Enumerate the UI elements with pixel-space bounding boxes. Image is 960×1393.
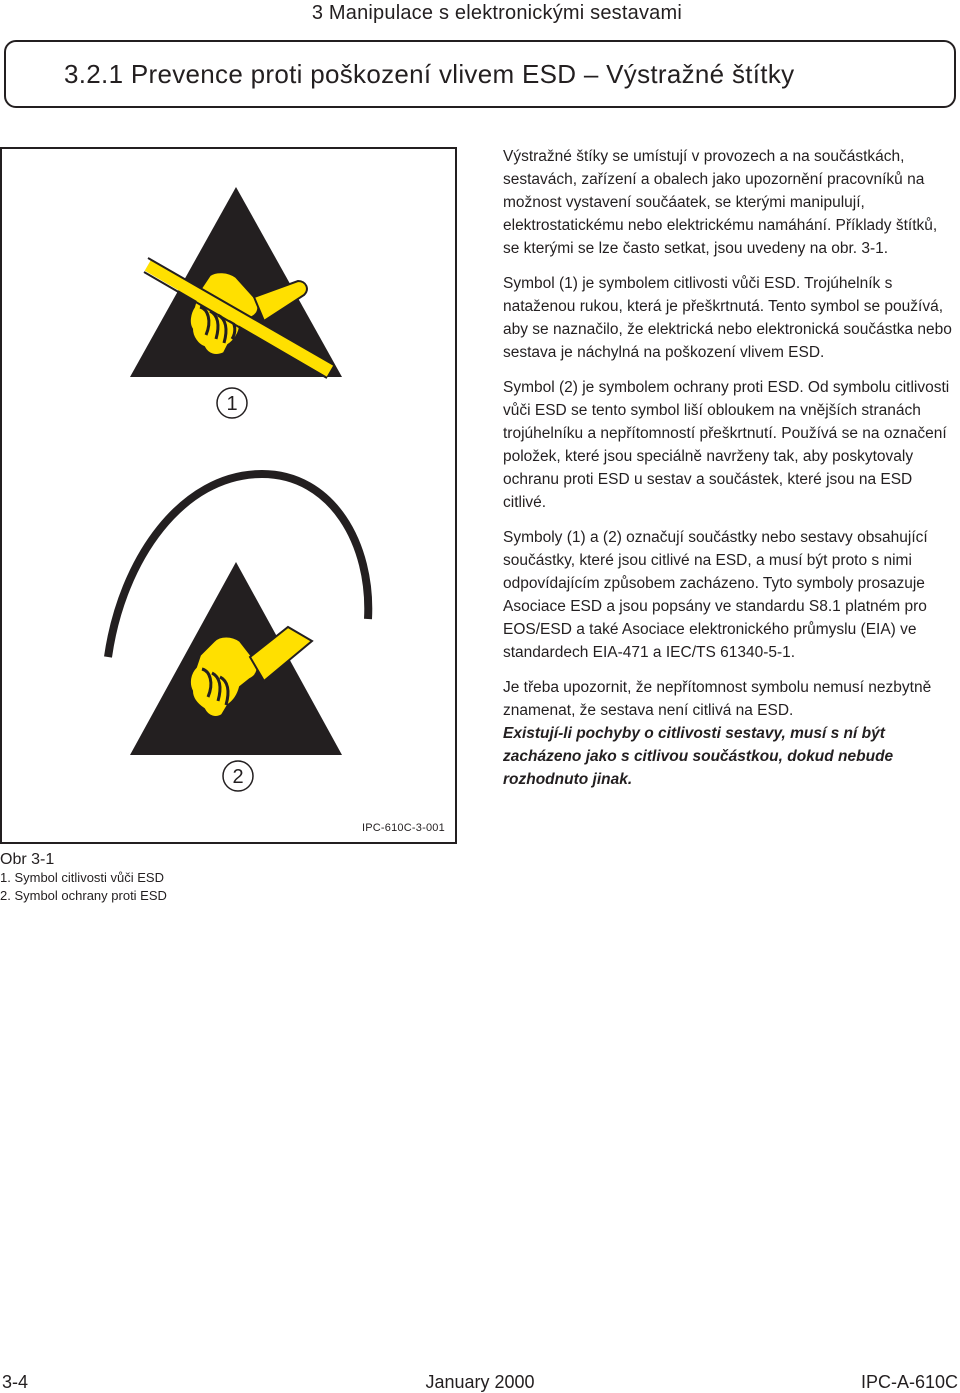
paragraph: Je třeba upozornit, že nepřítomnost symbolu nemusí nezbytně znamenat, že sestava není citlivá na ESD. — [503, 679, 932, 719]
callout-1: 1 — [226, 393, 238, 415]
emphasis-paragraph: Existují-li pochyby o citlivosti sestavy, musí s ní být zacházeno jako s citlivou součástkou, dokud nebude rozhodnuto jinak. — [503, 725, 894, 788]
caption-item: 2. Symbol ochrany proti ESD — [0, 888, 167, 903]
caption-title: Obr 3-1 — [0, 851, 55, 868]
esd-protective-icon — [108, 474, 368, 791]
chapter-title: 3 Manipulace s elektronickými sestavami — [311, 2, 682, 24]
figure-frame — [0, 147, 457, 844]
paragraph: Symboly (1) a (2) označují součástky nebo sestavy obsahující součástky, které jsou citlivé na ESD, a musí být proto s nimi odpovídajícím způsobem zacházeno. Tyto symboly prosazuje Asociace ESD a jsou popsány ve standardu S8.1 platném pro EOS/ESD a také Asociace elektronického průmyslu (EIA) ve standardech EIA-471 a IEC/TS 61340-5-1. — [503, 529, 928, 661]
caption-item: 1. Symbol citlivosti vůči ESD — [0, 870, 164, 885]
callout-2: 2 — [232, 766, 244, 788]
section-title: 3.2.1 Prevence proti poškození vlivem ESD – Výstražné štítky — [64, 59, 795, 89]
body-text — [503, 145, 955, 803]
paragraph: Výstražné štíky se umístují v provozech a na součástkách, sestavách, zařízení a obalech jako upozornění pracovníků na možnost vystavení součáatek, se kterými manipulují, elektrostatickému nebo elektrickému namáhání. Příklady štítků, se kterými se lze často setkat, jsou uvedeny na obr. 3-1. — [503, 148, 938, 257]
paragraph: Symbol (1) je symbolem citlivosti vůči ESD. Trojúhelník s nataženou rukou, která je přeškrtnutá. Tento symbol se používá, aby se naznačilo, že elektrická nebo elektronická součástka nebo sestava je náchylná na poškození vlivem ESD. — [503, 275, 952, 361]
esd-susceptibility-icon — [130, 187, 342, 418]
document-id: IPC-A-610C — [860, 1372, 958, 1392]
footer-date: January 2000 — [425, 1372, 535, 1392]
section-heading-box — [4, 40, 956, 108]
figure-id: IPC-610C-3-001 — [362, 822, 445, 834]
figure-caption — [0, 850, 167, 905]
figure-illustration — [2, 149, 459, 846]
page-number: 3-4 — [2, 1372, 29, 1392]
paragraph: Symbol (2) je symbolem ochrany proti ESD. Od symbolu citlivosti vůči ESD se tento symbol liší obloukem na vnějších stranách trojúhelníku a nepřítomností přeškrtnutí. Používá se na označení položek, které jsou speciálně navrženy tak, aby poskytovaly ochranu proti ESD u sestav a součástek, které jsou na ESD citlivé. — [503, 379, 950, 511]
